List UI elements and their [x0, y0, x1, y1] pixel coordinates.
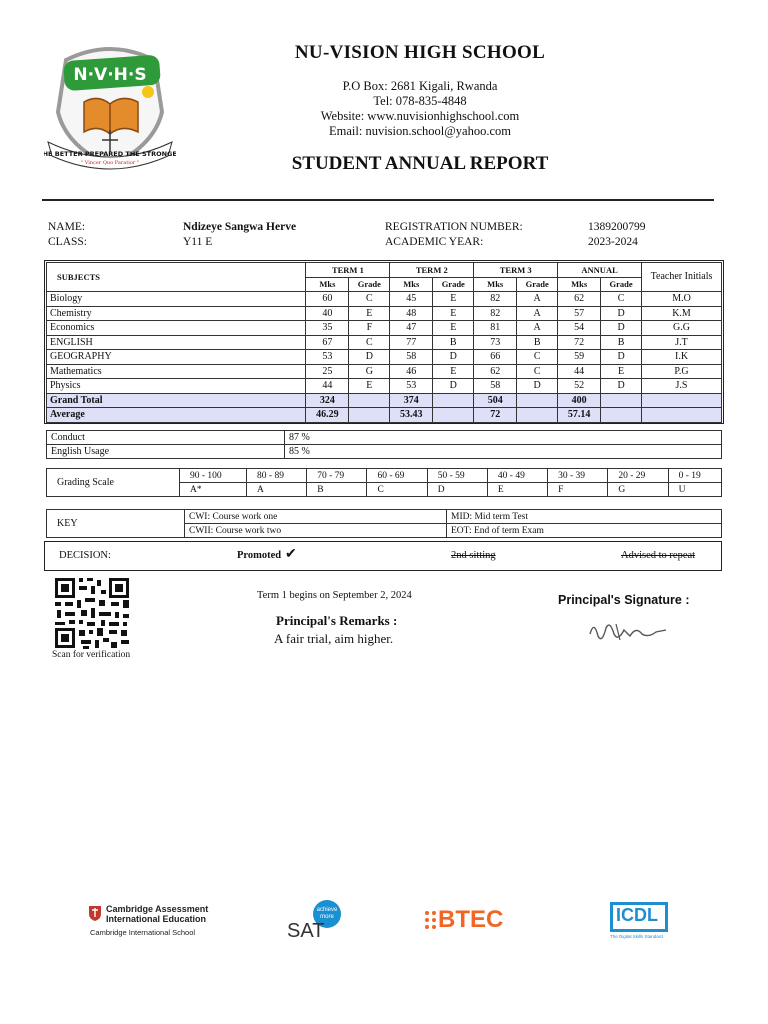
teacher-initials-cell: J.S — [642, 379, 722, 394]
decision-label: DECISION: — [59, 550, 111, 561]
class-label: CLASS: — [48, 236, 87, 248]
grade-cell: D — [601, 379, 642, 394]
grade-letter: A* — [180, 483, 247, 497]
logo-motto: THE BETTER PREPARED THE STRONGER — [44, 150, 176, 158]
mark-cell: 53 — [306, 350, 349, 365]
school-email: Email: nuvision.school@yahoo.com — [329, 124, 511, 138]
subjects-header: SUBJECTS — [47, 263, 306, 292]
grand-total-row — [47, 393, 722, 408]
grade-cell: G — [349, 364, 390, 379]
teacher-initials-cell: P.G — [642, 364, 722, 379]
logo-letters: N·V·H·S — [73, 65, 147, 85]
teacher-initials-cell: G.G — [642, 321, 722, 336]
grade-letter: B — [307, 483, 367, 497]
grade-cell: A — [517, 321, 558, 336]
average-label: Average — [47, 408, 306, 423]
decision-second-sitting: 2nd sitting — [451, 550, 496, 561]
mark-cell: 46 — [390, 364, 433, 379]
grade-range: 30 - 39 — [548, 469, 608, 483]
grade-header: Grade — [601, 277, 642, 292]
grade-cell: A — [517, 292, 558, 307]
grade-cell: C — [517, 364, 558, 379]
principal-signature — [586, 614, 676, 648]
mark-cell: 62 — [474, 364, 517, 379]
grade-cell: B — [517, 335, 558, 350]
key-label: KEY — [47, 510, 185, 538]
average-term3: 72 — [474, 408, 517, 423]
grade-cell: D — [433, 379, 474, 394]
grade-cell: B — [601, 335, 642, 350]
grand-total-label: Grand Total — [47, 393, 306, 408]
cambridge-shield-icon — [88, 905, 102, 921]
cambridge-line-1: Cambridge Assessment — [106, 904, 209, 914]
decision-box — [44, 541, 722, 571]
table-row — [47, 364, 722, 379]
grand-total-term3: 504 — [474, 393, 517, 408]
teacher-initials-cell: M.O — [642, 292, 722, 307]
grade-cell: F — [349, 321, 390, 336]
grade-cell: E — [601, 364, 642, 379]
btec-text: BTEC — [438, 906, 504, 933]
school-address: P.O Box: 2681 Kigali, Rwanda — [342, 79, 498, 93]
school-name: NU-VISION HIGH SCHOOL — [294, 42, 546, 63]
grade-cell: C — [601, 292, 642, 307]
mark-cell: 53 — [390, 379, 433, 394]
grade-range: 20 - 29 — [608, 469, 668, 483]
teacher-initials-cell: J.T — [642, 335, 722, 350]
header-divider — [42, 199, 714, 201]
average-term2: 53.43 — [390, 408, 433, 423]
subject-cell: Economics — [47, 321, 306, 336]
school-contact — [230, 79, 610, 139]
conduct-row — [47, 431, 722, 445]
grade-range: 50 - 59 — [427, 469, 487, 483]
grade-letter: C — [367, 483, 427, 497]
grade-range: 90 - 100 — [180, 469, 247, 483]
teacher-initials-cell: K.M — [642, 306, 722, 321]
grade-cell: D — [601, 350, 642, 365]
annual-header: ANNUAL — [558, 263, 642, 278]
grade-range: 40 - 49 — [487, 469, 547, 483]
mark-cell: 81 — [474, 321, 517, 336]
check-icon: ✔ — [285, 547, 297, 562]
mark-cell: 44 — [306, 379, 349, 394]
average-term1: 46.29 — [306, 408, 349, 423]
mks-header: Mks — [390, 277, 433, 292]
mark-cell: 59 — [558, 350, 601, 365]
grade-range: 80 - 89 — [247, 469, 307, 483]
remarks-text: A fair trial, aim higher. — [274, 631, 394, 646]
school-logo — [44, 42, 176, 172]
mark-cell: 66 — [474, 350, 517, 365]
grade-letter: F — [548, 483, 608, 497]
cambridge-logo — [88, 904, 218, 940]
table-row — [47, 321, 722, 336]
grade-letter: D — [427, 483, 487, 497]
table-row — [47, 292, 722, 307]
mark-cell: 57 — [558, 306, 601, 321]
english-usage-value: 85 % — [285, 445, 722, 459]
table-row — [47, 379, 722, 394]
grade-range: 70 - 79 — [307, 469, 367, 483]
mark-cell: 58 — [390, 350, 433, 365]
subject-cell: ENGLISH — [47, 335, 306, 350]
grade-cell: E — [433, 292, 474, 307]
mks-header: Mks — [474, 277, 517, 292]
mark-cell: 54 — [558, 321, 601, 336]
grand-total-annual: 400 — [558, 393, 601, 408]
grade-cell: D — [517, 379, 558, 394]
scan-caption: Scan for verification — [52, 650, 131, 660]
subject-cell: Biology — [47, 292, 306, 307]
name-label: NAME: — [48, 221, 86, 233]
reg-label: REGISTRATION NUMBER: — [385, 221, 523, 233]
term1-header: TERM 1 — [306, 263, 390, 278]
signature-label: Principal's Signature : — [558, 593, 690, 607]
english-usage-row — [47, 445, 722, 459]
mark-cell: 47 — [390, 321, 433, 336]
grade-cell: B — [433, 335, 474, 350]
conduct-value: 87 % — [285, 431, 722, 445]
year-label: ACADEMIC YEAR: — [385, 236, 484, 248]
btec-logo — [424, 906, 516, 936]
teacher-initials-header: Teacher Initials — [642, 263, 722, 292]
key-cw1: CWI: Course work one — [185, 510, 447, 524]
table-row — [47, 306, 722, 321]
subject-cell: GEOGRAPHY — [47, 350, 306, 365]
grading-scale-table — [46, 468, 722, 497]
grade-cell: D — [349, 350, 390, 365]
teacher-initials-cell: I.K — [642, 350, 722, 365]
english-usage-label: English Usage — [47, 445, 285, 459]
school-website: Website: www.nuvisionhighschool.com — [320, 109, 520, 123]
logo-sub-motto: " Vincer Quo Paratior " — [80, 160, 140, 166]
grade-cell: E — [433, 321, 474, 336]
grade-header: Grade — [517, 277, 558, 292]
marks-table — [46, 262, 722, 423]
student-class: Y11 E — [183, 236, 213, 248]
grade-cell: C — [349, 292, 390, 307]
grade-range: 0 - 19 — [668, 469, 721, 483]
decision-repeat: Advised to repeat — [621, 550, 696, 561]
mark-cell: 48 — [390, 306, 433, 321]
mark-cell: 77 — [390, 335, 433, 350]
mark-cell: 45 — [390, 292, 433, 307]
grade-header: Grade — [349, 277, 390, 292]
mks-header: Mks — [558, 277, 601, 292]
mark-cell: 58 — [474, 379, 517, 394]
icdl-logo — [610, 902, 672, 942]
icdl-sub: The Digital Skills Standard — [610, 934, 663, 939]
qr-code[interactable] — [53, 576, 131, 650]
mark-cell: 62 — [558, 292, 601, 307]
grading-scale-label: Grading Scale — [47, 469, 180, 497]
mark-cell: 72 — [558, 335, 601, 350]
grade-cell: E — [349, 379, 390, 394]
conduct-label: Conduct — [47, 431, 285, 445]
mark-cell: 82 — [474, 292, 517, 307]
remarks-label: Principal's Remarks : — [276, 613, 398, 628]
grade-cell: D — [601, 306, 642, 321]
decision-promoted: Promoted — [237, 550, 282, 561]
mark-cell: 40 — [306, 306, 349, 321]
student-name: Ndizeye Sangwa Herve — [183, 221, 297, 233]
grade-cell: E — [433, 306, 474, 321]
term2-header: TERM 2 — [390, 263, 474, 278]
conduct-table — [46, 430, 722, 459]
grade-cell: E — [349, 306, 390, 321]
grade-range: 60 - 69 — [367, 469, 427, 483]
grade-cell: C — [517, 350, 558, 365]
key-mid: MID: Mid term Test — [447, 510, 722, 524]
sat-logo — [285, 900, 355, 944]
icdl-text: ICDL — [616, 905, 658, 925]
subject-cell: Mathematics — [47, 364, 306, 379]
average-annual: 57.14 — [558, 408, 601, 423]
mks-header: Mks — [306, 277, 349, 292]
mark-cell: 67 — [306, 335, 349, 350]
grand-total-term2: 374 — [390, 393, 433, 408]
mark-cell: 60 — [306, 292, 349, 307]
grade-letter: A — [247, 483, 307, 497]
cambridge-line-2: International Education — [106, 914, 207, 924]
sat-badge: achieve more — [313, 900, 341, 928]
grade-cell: E — [433, 364, 474, 379]
grade-letter: U — [668, 483, 721, 497]
reg-number: 1389200799 — [588, 221, 646, 233]
subject-cell: Physics — [47, 379, 306, 394]
grade-cell: D — [601, 321, 642, 336]
report-title: STUDENT ANNUAL REPORT — [291, 153, 549, 174]
grade-header: Grade — [433, 277, 474, 292]
mark-cell: 25 — [306, 364, 349, 379]
cambridge-line-3: Cambridge International School — [90, 928, 196, 937]
term3-header: TERM 3 — [474, 263, 558, 278]
grade-cell: A — [517, 306, 558, 321]
academic-year: 2023-2024 — [588, 236, 638, 248]
mark-cell: 82 — [474, 306, 517, 321]
grade-cell: C — [349, 335, 390, 350]
key-table — [46, 509, 722, 538]
mark-cell: 44 — [558, 364, 601, 379]
key-cw2: CWII: Course work two — [185, 524, 447, 538]
mark-cell: 73 — [474, 335, 517, 350]
grade-cell: D — [433, 350, 474, 365]
table-row — [47, 335, 722, 350]
sat-text: SAT — [287, 920, 325, 942]
key-eot: EOT: End of term Exam — [447, 524, 722, 538]
grand-total-term1: 324 — [306, 393, 349, 408]
average-row — [47, 408, 722, 423]
mark-cell: 52 — [558, 379, 601, 394]
subject-cell: Chemistry — [47, 306, 306, 321]
school-tel: Tel: 078-835-4848 — [373, 94, 467, 108]
term-begins: Term 1 begins on September 2, 2024 — [257, 590, 412, 601]
btec-dots-icon — [424, 910, 438, 930]
mark-cell: 35 — [306, 321, 349, 336]
grade-letter: E — [487, 483, 547, 497]
grade-letter: G — [608, 483, 668, 497]
table-row — [47, 350, 722, 365]
